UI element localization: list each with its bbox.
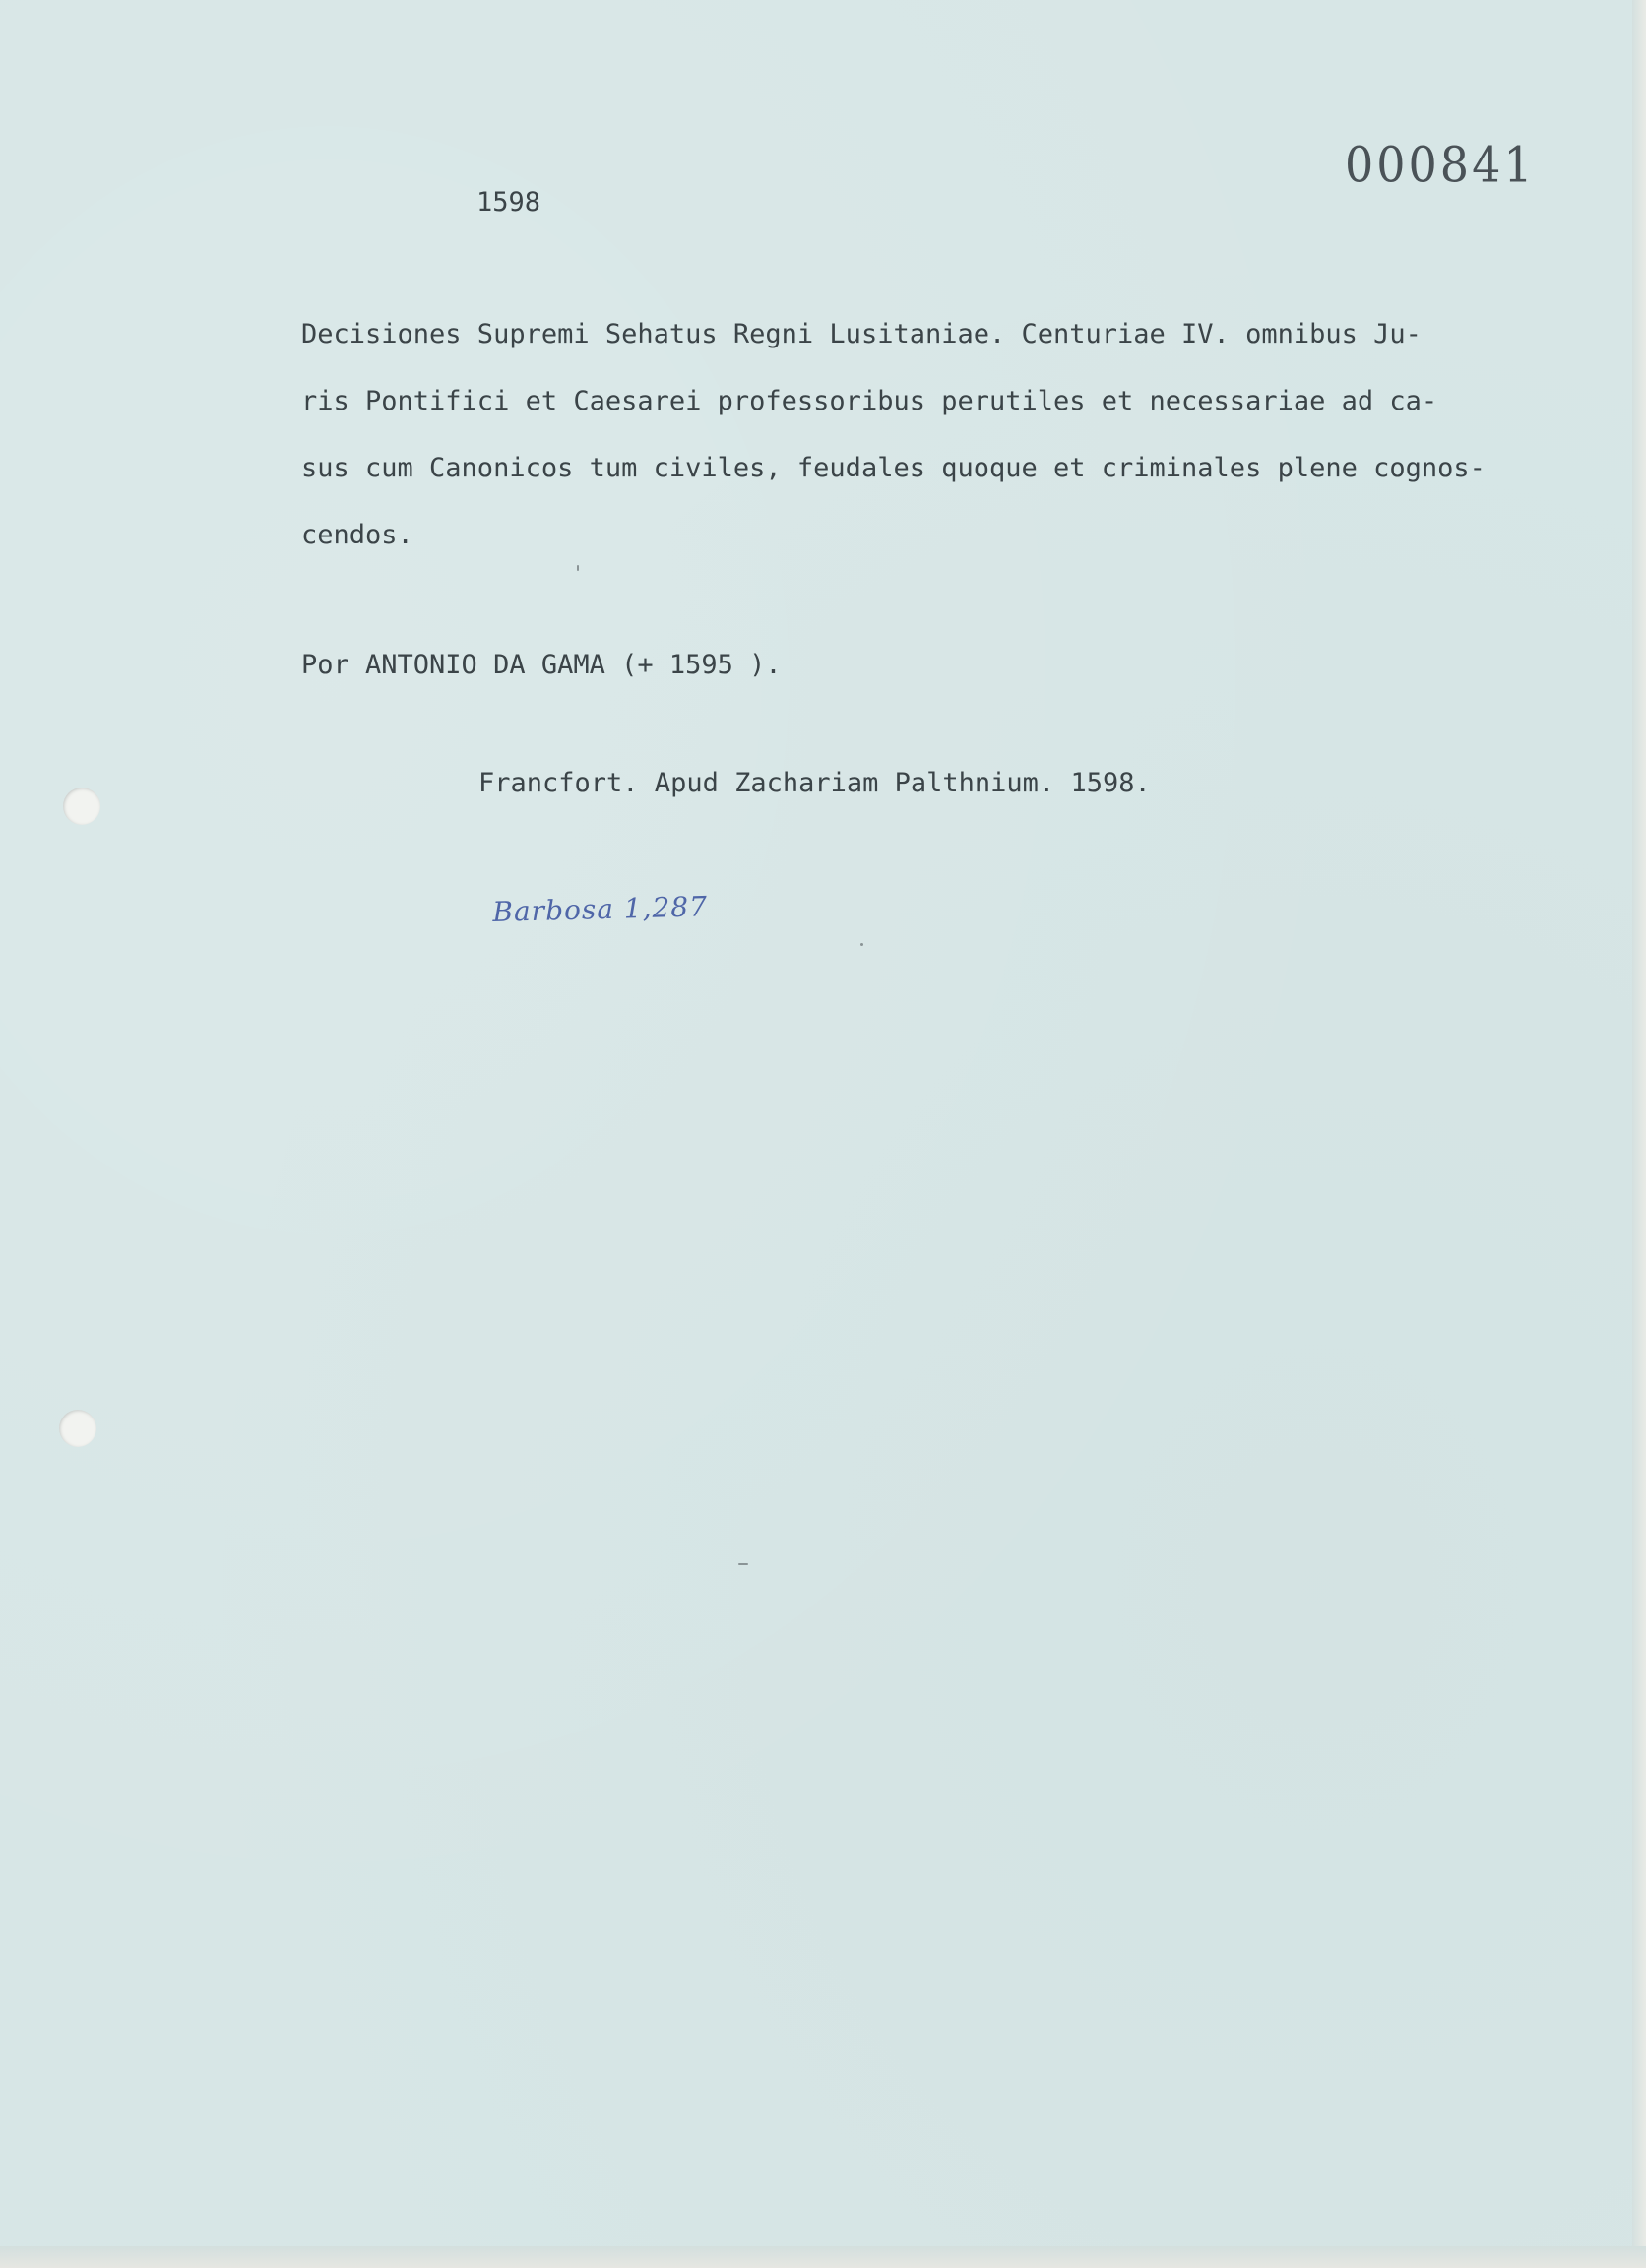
punch-hole-bottom bbox=[59, 1410, 96, 1447]
punch-hole-top bbox=[63, 788, 100, 825]
title-line: Decisiones Supremi Sehatus Regni Lusitaniae. Centuriae IV. omnibus Ju- bbox=[301, 319, 1422, 349]
document-number: 000841 bbox=[1345, 136, 1536, 194]
document-title bbox=[301, 301, 1640, 569]
document-author: Por ANTONIO DA GAMA (+ 1595 ). bbox=[301, 650, 782, 680]
title-line: cendos. bbox=[301, 520, 413, 550]
document-imprint: Francfort. Apud Zachariam Palthnium. 1598. bbox=[478, 768, 1151, 798]
ink-speck bbox=[738, 1563, 748, 1565]
ink-speck bbox=[860, 943, 863, 946]
document-year: 1598 bbox=[476, 187, 541, 218]
title-line: sus cum Canonicos tum civiles, feudales quoque et criminales plene cognos- bbox=[301, 453, 1486, 483]
title-line: ris Pontifici et Caesarei professoribus perutiles et necessariae ad ca- bbox=[301, 386, 1438, 416]
handwritten-note: Barbosa 1,287 bbox=[492, 890, 709, 928]
page-bottom-edge bbox=[0, 2246, 1646, 2268]
ink-speck bbox=[577, 565, 579, 571]
